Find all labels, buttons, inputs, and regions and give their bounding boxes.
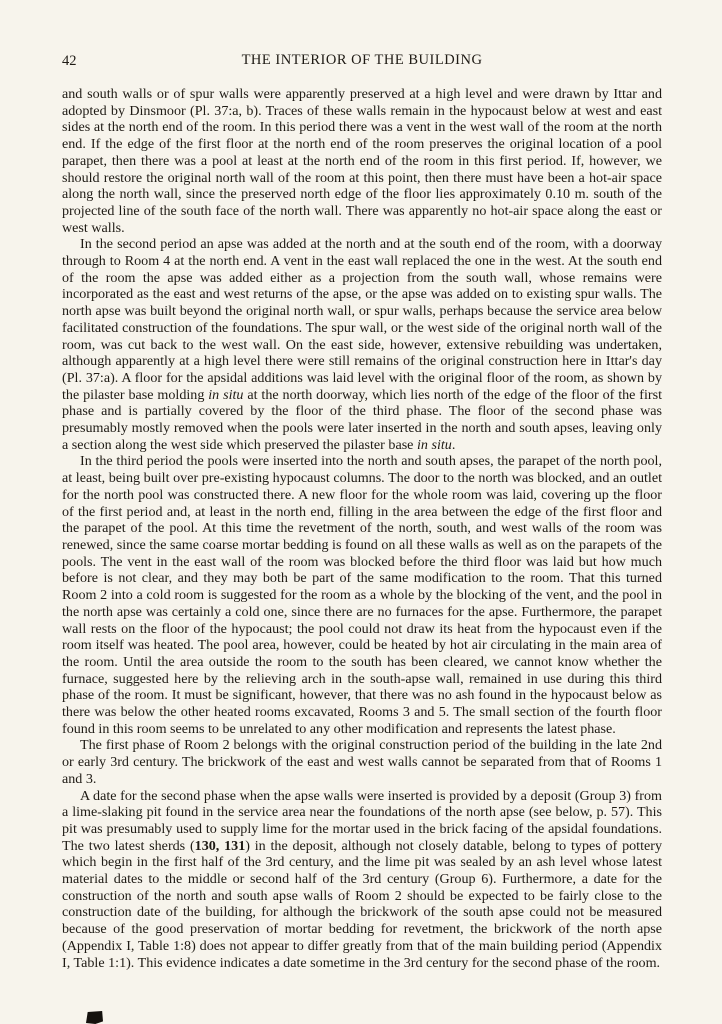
running-head (62, 52, 662, 72)
text-run: at the north doorway, which lies north of the edge of the floor of the first phase and is partially covered by the floor of the third phase. The floor of the second phase was presumably mostly removed when the pools were later inserted in the north and south apses, leaving only a section along the west side which preserved the pilaster base (62, 386, 663, 453)
text-run-bold: 130, 131 (194, 837, 246, 854)
paragraph (62, 453, 662, 737)
text-run: In the third period the pools were inserted into the north and south apses, the parapet of the north pool, at least, being built over pre-existing hypocaust columns. The door to the north was blocked, and an outlet for the north pool was constructed there. A new floor for the whole room was laid, covering up the floor of the first period and, at least in the north end, filling in the area between the edge of the first floor and the parapet of the pool. At this time the revetment of the north, south, and west walls of the room was renewed, since the same coarse mortar bedding is found on all these walls as well as on the parapets of the pools. The vent in the east wall of the room was blocked before the third floor was laid but how much before is not clear, and they may both be part of the same modification to the room. That this turned Room 2 into a cold room is suggested for the room as a whole by the blocking of the vent, and the pool in the north apse was certainly a cold one, since there are no furnaces for the apse. Furthermore, the parapet wall rests on the floor of the hypocaust; the pool could not draw its heat from the hypocaust even if the room itself was heated. The pool area, however, could be heated by hot air circulating in the main area of the room. Until the area outside the room to the south has been cleared, we cannot know whether the furnace, suggested here by the relieving arch in the south-apse wall, remained in use during this third phase of the room. It must be significant, however, that there was no ash found in the hypocaust below as there was below the other heated rooms excavated, Rooms 3 and 5. The small section of the fourth floor found in this room seems to be unrelated to any other modification and represents the latest phase. (62, 453, 662, 737)
text-run: and south walls or of spur walls were apparently preserved at a high level and were drawn by Ittar and adopted by Dinsmoor (Pl. 37:a, b). Traces of these walls remain in the hypocaust below at west and east sides at the north end of the room. In this period there was a vent in the west wall of the room at the north end. If the edge of the first floor at the north end of the room preserves the original location of a pool parapet, then there was a pool at least at the north end of the room in this first period. If, however, we should restore the original north wall of the room at this point, then there must have been a hot-air space along the north wall, since the preserved north edge of the floor lies approximately 0.10 m. south of the projected line of the south face of the north wall. There was apparently no hot-air space along the east or west walls. (62, 86, 662, 236)
text-run: A date for the second phase when the apse walls were inserted is provided by a deposit (Group 3) from a lime-slaking pit found in the service area near the foundations of the north apse (see below, p. 57). This pit was presumably used to supply lime for the mortar used in the brick facing of the apsidal foundations. The two latest sherds ( (62, 787, 662, 854)
text-run: The first phase of Room 2 belongs with the original construction period of the building in the late 2nd or early 3rd century. The brickwork of the east and west walls cannot be separated from that of Rooms 1 and 3. (62, 737, 662, 787)
text-run: ) in the deposit, although not closely datable, belong to types of pottery which begin in the first half of the 3rd century, and the lime pit was sealed by an ash level whose latest material dates to the middle or second half of the 3rd century (Group 6). Furthermore, a date for the construction of the north and south apse walls of Room 2 should be expected to be fairly close to the construction date of the building, for although the brickwork of the south apse could not be measured because of the good preservation of mortar bedding for revetment, the brickwork of the north apse (Appendix I, Table 1:8) does not appear to differ greatly from that of the main building period (Appendix I, Table 1:1). This evidence indicates a date sometime in the 3rd century for the second phase of the room. (62, 837, 662, 971)
paragraph (62, 86, 662, 236)
paragraph (62, 737, 662, 787)
paragraph (62, 236, 662, 453)
text-run: In the second period an apse was added at the north and at the south end of the room, with a doorway through to Room 4 at the north end. A vent in the east wall replaced the one in the west. At the south end of the room the apse was added either as a projection from the south wall, whose remains were incorporated as the east and west returns of the apse, or the apse was added on to existing spur walls. The north apse was built beyond the original north wall, or spur walls, perhaps because the service area below facilitated construction of the foundations. The spur wall, or the west side of the original north wall of the room, was cut back to the west wall. On the east side, however, extensive rebuilding was undertaken, although apparently at a high level there were still remains of the original construction here in Ittar's day (Pl. 37:a). A floor for the apsidal additions was laid level with the original floor of the room, as shown by the pilaster base molding (62, 236, 662, 403)
paragraph (62, 788, 662, 972)
text-run-italic: in situ (416, 436, 452, 453)
print-artifact-mark (86, 1011, 103, 1024)
text-run: . (451, 436, 456, 453)
body-text (62, 86, 662, 971)
running-head-title: THE INTERIOR OF THE BUILDING (241, 52, 483, 68)
text-run-italic: in situ (208, 386, 244, 403)
page-number: 42 (62, 53, 77, 69)
